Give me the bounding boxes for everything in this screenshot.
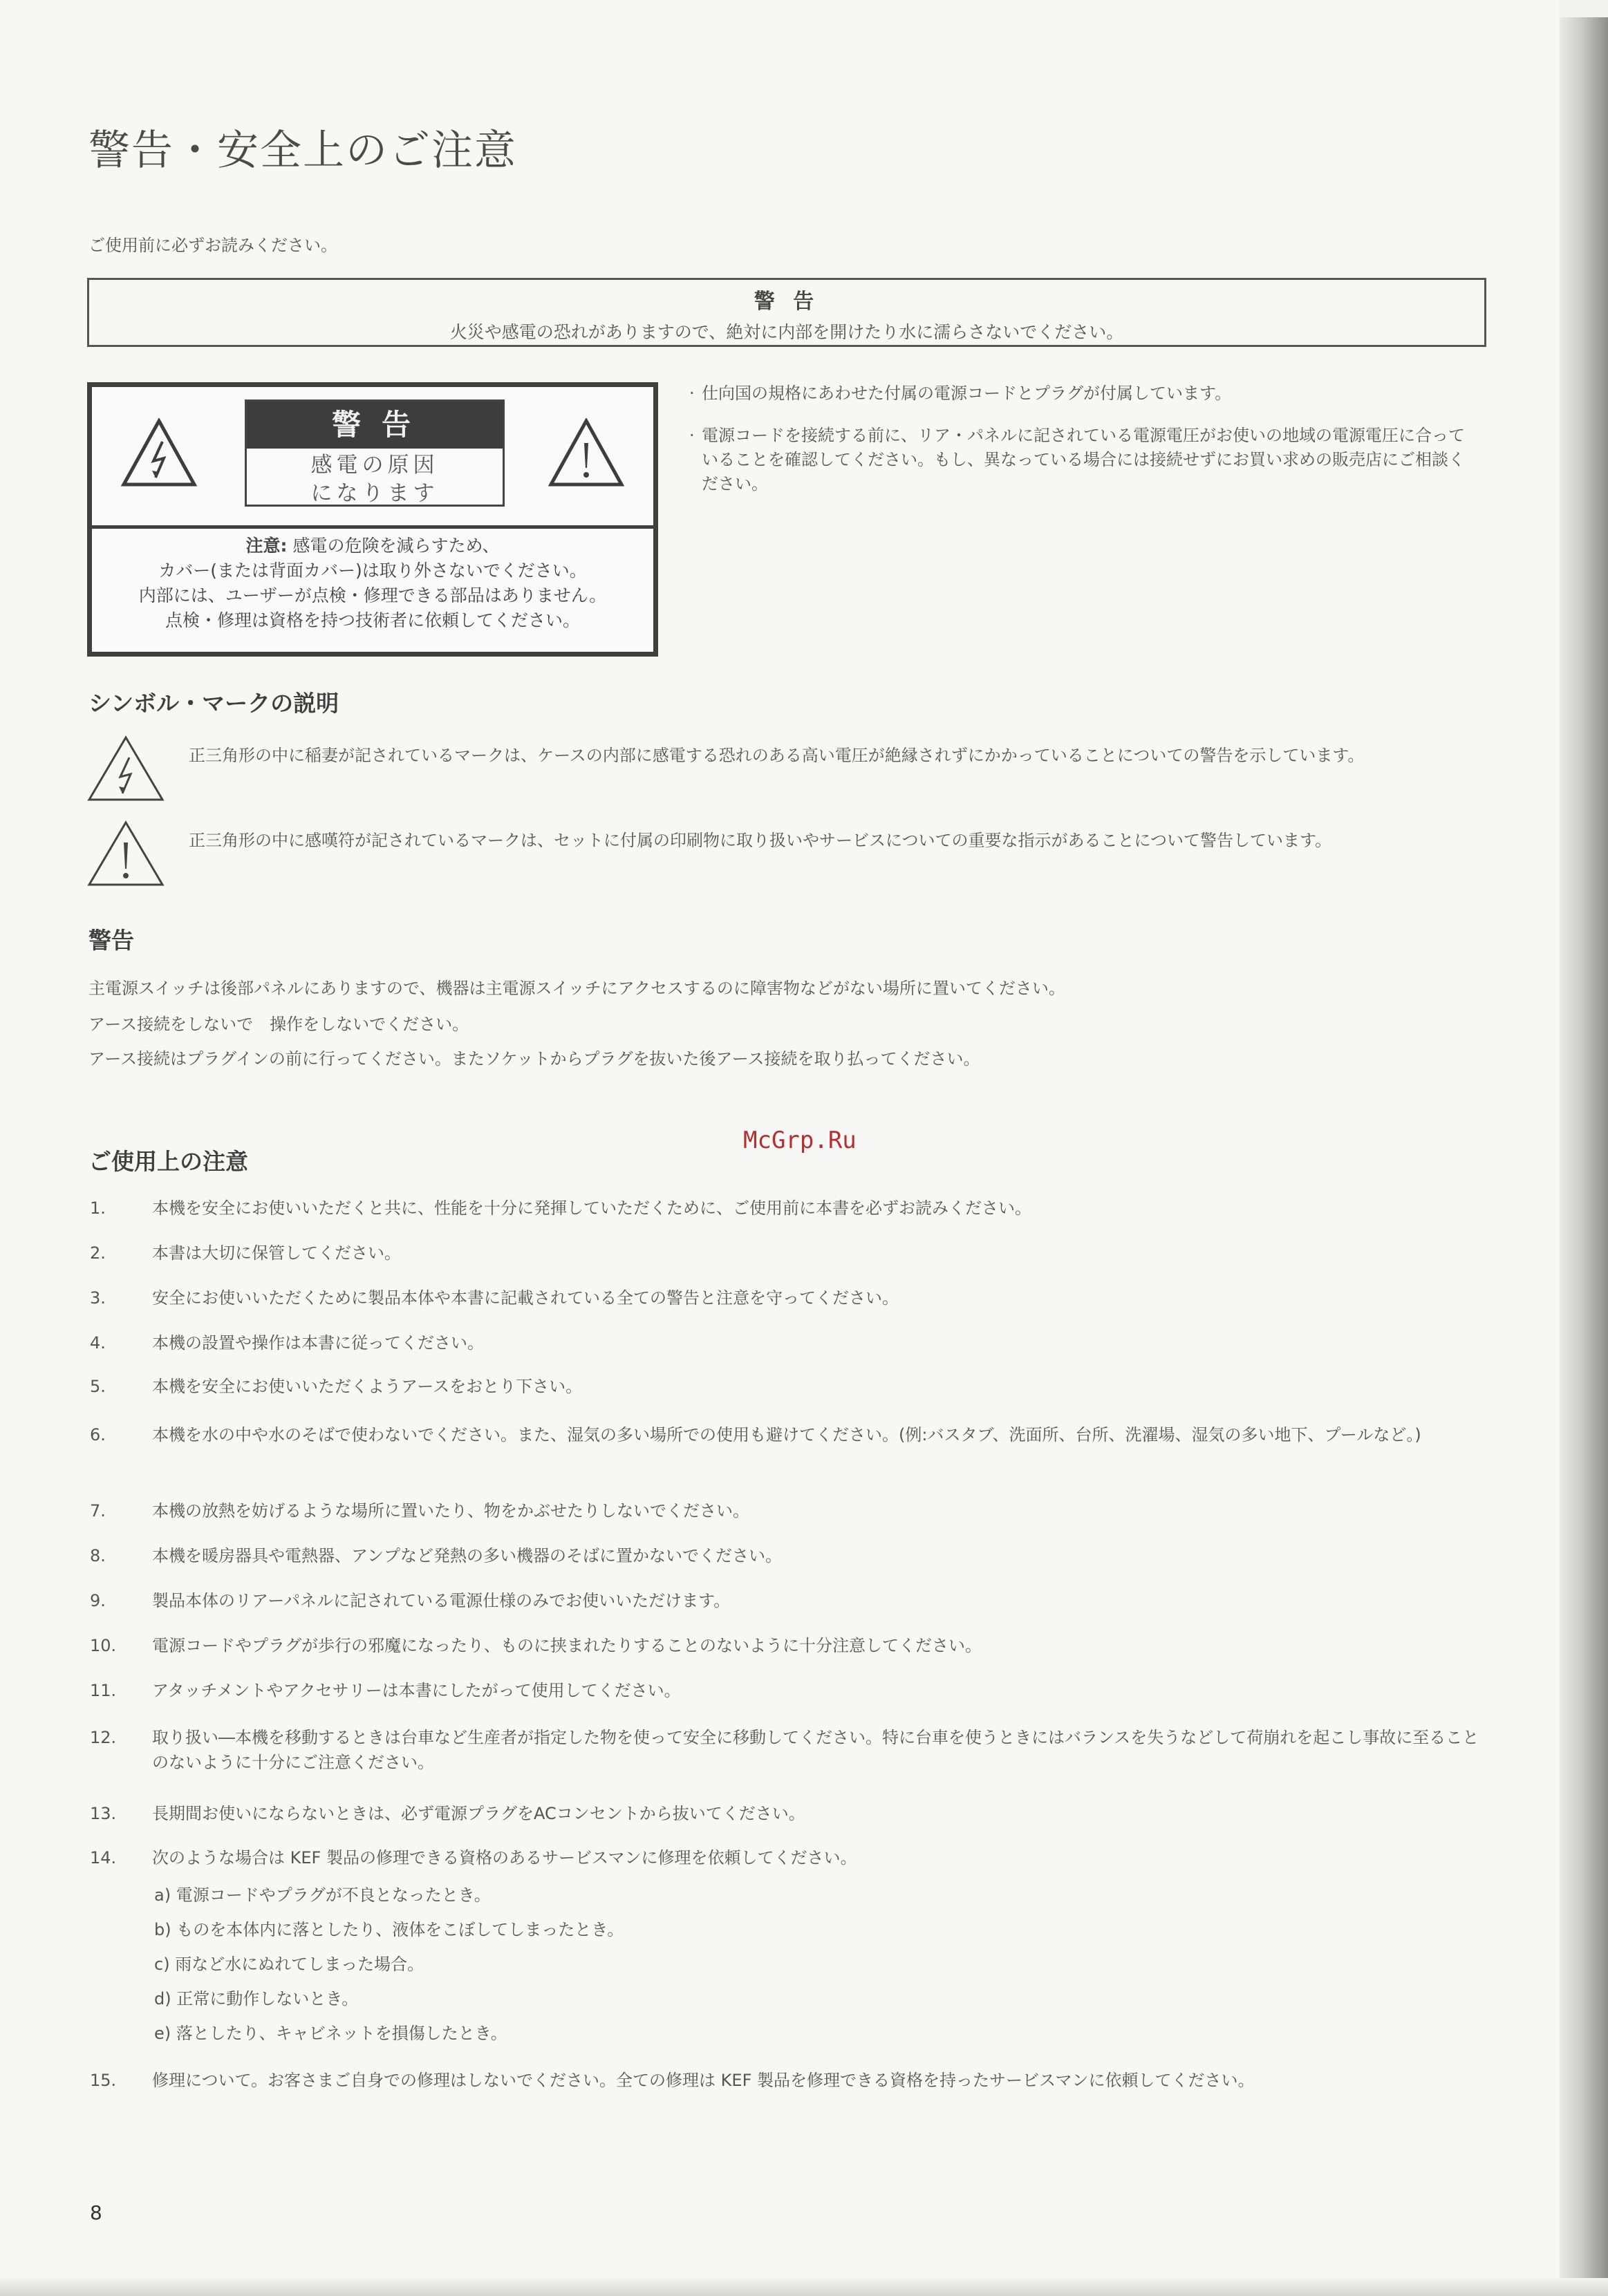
list-item-text: 本機を安全にお使いいただくようアースをおとり下さい。 <box>152 1377 583 1396</box>
caution-label-band: 警告 <box>247 402 503 449</box>
caution-label-note <box>92 534 653 633</box>
sub-list-item: d) 正常に動作しないとき。 <box>154 1989 359 2008</box>
caution-note-line1-text: 感電の危険を減らすため、 <box>292 536 500 556</box>
list-item-text: 本書は大切に保管してください。 <box>152 1243 401 1263</box>
caution-note-line2: カバー(または背面カバー)は取り外さないでください。 <box>158 561 587 581</box>
list-item-number: 4. <box>90 1333 106 1353</box>
list-item <box>90 1543 1493 1568</box>
list-item <box>90 1845 1493 1870</box>
caution-note-line4: 点検・修理は資格を持つ技術者に依頼してください。 <box>165 610 580 630</box>
list-item <box>90 1286 1493 1310</box>
lightning-triangle-icon <box>121 418 197 487</box>
list-item <box>90 2068 1493 2093</box>
list-item <box>90 1330 1493 1355</box>
list-item <box>90 1801 1493 1826</box>
watermark: McGrp.Ru <box>743 1127 857 1154</box>
symbols-heading: シンボル・マークの説明 <box>88 690 339 717</box>
list-item-text: 修理について。お客さまご自身での修理はしないでください。全ての修理は KEF 製品を修理できる資格を持ったサービスマンに依頼してください。 <box>152 2071 1255 2090</box>
list-item-number: 7. <box>90 1501 106 1521</box>
list-item-text: 取り扱い―本機を移動するときは台車など生産者が指定した物を使って安全に移動してください。特に台車を使うときにはバランスを失うなどして荷崩れを起こし事故に至ることのないように十分にご注意ください。 <box>152 1728 1479 1772</box>
warning-line-1: 主電源スイッチは後部パネルにありますので、機器は主電源スイッチにアクセスするのに障害物などがない場所に置いてください。 <box>88 979 1065 998</box>
caution-label-center <box>245 399 505 507</box>
sub-list-item: c) 雨など水にぬれてしまった場合。 <box>154 1955 424 1974</box>
sub-list-item: e) 落としたり、キャビネットを損傷したとき。 <box>154 2024 507 2043</box>
page-title: 警告・安全上のご注意 <box>88 126 517 175</box>
bullet-item <box>689 424 1476 496</box>
list-item-number: 3. <box>90 1288 106 1308</box>
bullet-dot-icon: · <box>689 384 695 403</box>
list-item <box>90 1422 1493 1447</box>
caution-note-lead: 注意: <box>245 536 288 556</box>
caution-note-line1 <box>92 534 653 558</box>
lightning-symbol-icon <box>86 734 166 803</box>
list-item-number: 14. <box>90 1848 117 1867</box>
list-item-text: 本機を安全にお使いいただくと共に、性能を十分に発揮していただくために、ご使用前に本書を必ずお読みください。 <box>152 1198 1031 1218</box>
list-item-text: 次のような場合は KEF 製品の修理できる資格のあるサービスマンに修理を依頼してください。 <box>152 1848 857 1867</box>
list-item <box>90 1588 1493 1613</box>
list-item-number: 15. <box>90 2071 117 2090</box>
list-item-text: 電源コードやプラグが歩行の邪魔になったり、ものに挟まれたりすることのないように十分注意してください。 <box>152 1636 982 1655</box>
caution-label-sub-line2: になります <box>310 481 439 506</box>
list-item-text: 本機を暖房器具や電熱器、アンプなど発熱の多い機器のそばに置かないでください。 <box>152 1546 783 1565</box>
list-item-number: 9. <box>90 1591 106 1610</box>
warning-box-heading: 警 告 <box>754 290 820 314</box>
exclamation-symbol-icon <box>86 819 166 888</box>
bullet-dot-icon: · <box>689 426 695 445</box>
list-item-text: 本機の設置や操作は本書に従ってください。 <box>152 1333 484 1353</box>
list-item-text: 長期間お使いにならないときは、必ず電源プラグをACコンセントから抜いてください。 <box>152 1804 805 1823</box>
lightning-symbol-text: 正三角形の中に稲妻が記されているマークは、ケースの内部に感電する恐れのある高い電圧が絶縁されずにかかっていることについての警告を示しています。 <box>189 746 1365 765</box>
list-item-number: 8. <box>90 1546 106 1565</box>
bullet-text: 仕向国の規格にあわせた付属の電源コードとプラグが付属しています。 <box>702 384 1232 403</box>
list-item <box>90 1241 1493 1265</box>
list-item <box>90 1678 1493 1703</box>
usage-heading: ご使用上の注意 <box>88 1148 248 1175</box>
list-item <box>90 1498 1493 1523</box>
sub-list-item: a) 電源コードやプラグが不良となったとき。 <box>154 1885 491 1905</box>
list-item-text: アタッチメントやアクセサリーは本書にしたがって使用してください。 <box>152 1681 681 1700</box>
warning-heading: 警告 <box>88 927 134 954</box>
page-number: 8 <box>90 2201 102 2224</box>
caution-note-line3: 内部には、ユーザーが点検・修理できる部品はありません。 <box>138 585 607 605</box>
intro-text: ご使用前に必ずお読みください。 <box>88 236 337 255</box>
warning-line-3: アース接続はプラグインの前に行ってください。またソケットからプラグを抜いた後アース接続を取り払ってください。 <box>88 1049 980 1069</box>
bullet-text: 電源コードを接続する前に、リア・パネルに記されている電源電圧がお使いの地域の電源電圧に合っていることを確認してください。もし、異なっている場合には接続せずにお買い求めの販売店にご相談ください。 <box>702 426 1465 493</box>
list-item-number: 2. <box>90 1243 106 1263</box>
list-item-number: 12. <box>90 1728 117 1747</box>
list-item-number: 5. <box>90 1377 106 1396</box>
page-bottom-shadow <box>0 2278 1608 2296</box>
list-item-text: 安全にお使いいただくために製品本体や本書に記載されている全ての警告と注意を守ってください。 <box>152 1288 899 1308</box>
list-item-text: 本機の放熱を妨げるような場所に置いたり、物をかぶせたりしないでください。 <box>152 1501 749 1521</box>
warning-box-text: 火災や感電の恐れがありますので、絶対に内部を開けたり水に濡らさないでください。 <box>449 322 1124 342</box>
caution-label-sub-line1: 感電の原因 <box>310 453 439 478</box>
list-item-number: 1. <box>90 1198 106 1218</box>
list-item <box>90 1633 1493 1658</box>
caution-label <box>87 382 658 657</box>
caution-label-top <box>92 387 653 529</box>
list-item-number: 10. <box>90 1636 117 1655</box>
exclamation-symbol-text: 正三角形の中に感嘆符が記されているマークは、セットに付属の印刷物に取り扱いやサービスについての重要な指示があることについて警告しています。 <box>189 831 1332 850</box>
bullet-item <box>689 382 1490 406</box>
list-item-number: 6. <box>90 1425 106 1445</box>
list-item <box>90 1374 1493 1399</box>
list-item <box>90 1725 1493 1775</box>
list-item-number: 11. <box>90 1681 117 1700</box>
list-item-text: 本機を水の中や水のそばで使わないでください。また、湿気の多い場所での使用も避けてください。(例:バスタブ、洗面所、台所、洗濯場、湿気の多い地下、プールなど。) <box>152 1425 1421 1445</box>
list-item <box>90 1196 1493 1221</box>
caution-label-sub <box>247 449 503 508</box>
warning-line-2: アース接続をしないで 操作をしないでください。 <box>88 1015 469 1034</box>
sub-list-item: b) ものを本体内に落としたり、液体をこぼしてしまったとき。 <box>154 1920 624 1939</box>
exclamation-triangle-icon <box>548 418 624 487</box>
warning-box <box>87 278 1486 347</box>
page-edge-shadow <box>1560 17 1608 2296</box>
list-item-number: 13. <box>90 1804 117 1823</box>
list-item-text: 製品本体のリアーパネルに記されている電源仕様のみでお使いいただけます。 <box>152 1591 731 1610</box>
